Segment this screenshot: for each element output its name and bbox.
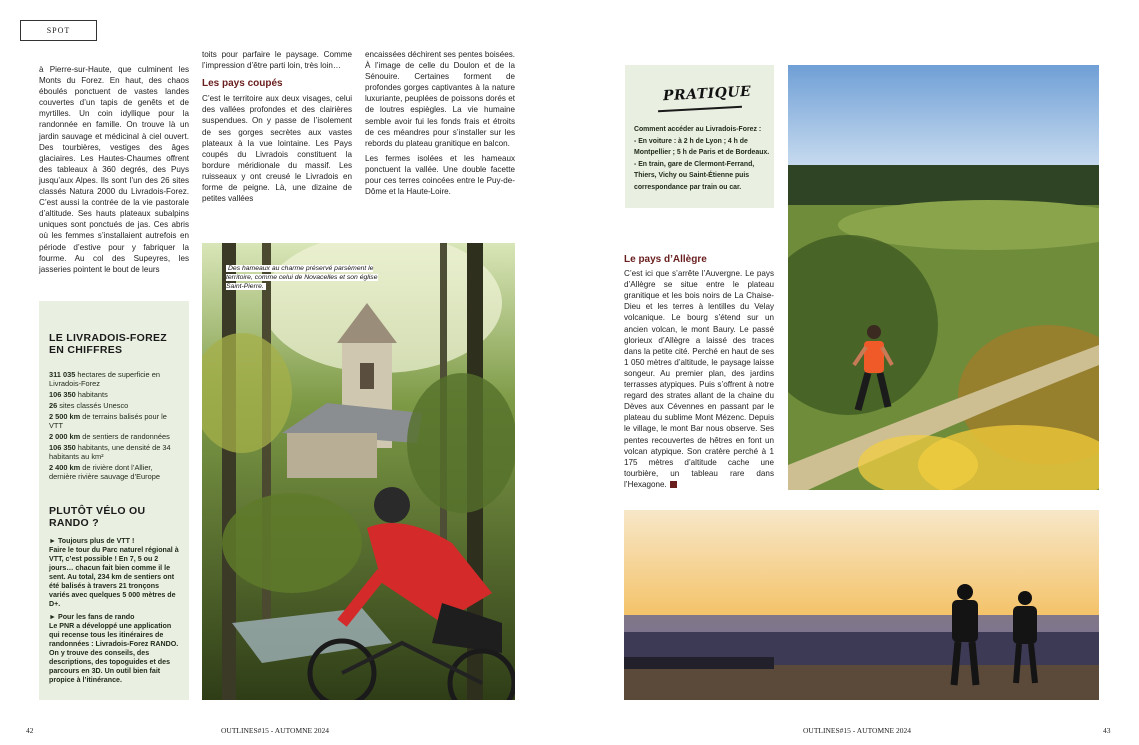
pays-coupes-heading: Les pays coupés [202,78,283,90]
allegre-section [624,250,774,490]
tip-vtt: ► Toujours plus de VTT ! Faire le tour du Parc naturel régional à VTT, c’est possible ! En 7, 5 ou 2 jours… chacun fait bien comme il le sent. Au total, 234 km de sentiers ont été balisés à travers 21 tronçons variés avec quelques 5 000 mètres de D+. [49,537,179,608]
pratique-train: - En train, gare de Clermont-Ferrand, Thiers, Vichy ou Saint-Étienne puis correspondance par train ou car. [634,160,755,191]
allegre-body: C’est ici que s’arrête l’Auvergne. Le pays d’Allègre se situe entre le plateau granitique et les bois noirs de La Chaise-Dieu et les terres à lentilles du Velay volcanique. Le bourg s’étend sur un ancien volcan, le mont Baury. Le passé glorieux d’Allègre a laissé des traces dans la petite cité. Perché en haut de ses 1 050 mètres d’altitude, le paysage laisse songeur. Au premier plan, des jardins terrasses atypiques. Puis s’offrent à notre regard des strates allant de la chaine du Dèves aux Cévennes en passant par le plateau du sublime Mont Mézenc. Depuis le village, le mont Bar nous observe. Ses pentes recouvertes de hêtres en font un volcan atypique. Son cratère perché à 1 175 mètres d’altitude cache une tourbière, un tableau rare dans l’Hexagone. [624,269,774,489]
article-column-1 [39,64,189,275]
stat-item: 2 500 km de terrains balisés pour le VTT [49,412,167,430]
stat-item: 106 350 habitants, une densité de 34 habitants au km² [49,443,171,461]
velo-title: PLUTÔT VÉLO OU RANDO ? [49,505,146,529]
column3-paragraph-1: encaissées déchirent ses pentes boisées. À l’image de celle du Doulon et de la Sénouire. Certaines forment de profondes gorges captivantes à la nature luxuriante, peuplées de poissons dorés et de loutres espiègles. La vie humaine semble avoir fui les fonds frais et étroits de ces méandres pour s’installer sur les rebords du plateau granitique en balcon. [365,50,515,148]
sunset-hikers-photo [624,510,1099,700]
runner-photo [788,65,1099,490]
stat-item: 106 350 habitants [49,390,108,399]
page-number-right: 43 [1103,726,1111,735]
column2-intro: toits pour parfaire le paysage. Comme l’impression d’être parti loin, très loin… [202,50,352,71]
allegre-heading: Le pays d’Allègre [624,254,707,265]
pratique-text [634,124,770,193]
tip-rando: ► Pour les fans de rando Le PNR a développé une application qui recense tous les itinéraires de randonnées : Livradois-Forez RANDO. On y trouve des conseils, des descriptions, des topoguides et des parcours en 3D. Un outil bien fait propice à l’itinérance. [49,613,179,684]
velo-tips [49,537,180,685]
column1-text: à Pierre-sur-Haute, que culminent les Monts du Forez. En haut, des chaos éboulés ponctuent de vastes landes couvertes d’un tapis de genêts et de myrtilles. Un coin idyllique pour la randonnée en famille. On trouve là un jardin sauvage et médicinal à ciel ouvert. Des tourbières, vestiges des âges glaciaires. Les Hautes-Chaumes offrent des tableaux à 360 degrés, des Puys jusqu’aux Alpes. Ils sont l’un des 26 sites classés Natura 2000 du Livradois-Forez. C’est aussi la contrée de la vie pastorale d’altitude. Ses hauts plateaux subalpins uniques sont ponctués de jas. Ces abris où les femmes s’installaient autrefois en période d’estive pour y fabriquer la fourme. Au col des Supeyres, les jasseries pointent le bout de leurs [39,65,189,274]
article-column-2 [202,49,352,204]
page-number-left: 42 [26,726,34,735]
stat-item: 2 000 km de sentiers de randonnées [49,432,170,441]
photo-caption: Des hameaux au charme préservé parsèment le territoire, comme celui de Novacelles et son église Saint-Pierre. [226,265,378,290]
issue-label-right: OUTLINES#15 - AUTOMNE 2024 [803,726,911,735]
stat-item: 26 sites classés Unesco [49,401,129,410]
end-of-article-mark [670,481,677,488]
section-tag: SPOT [20,20,97,41]
stat-item: 311 035 hectares de superficie en Livradois-Forez [49,370,160,388]
column2-body: C’est le territoire aux deux visages, celui des vallées profondes et des clairières suspendues. On y passe de l’isolement de ses gorges secrètes aux vastes plateaux à la vue lointaine. Les Pays coupés du Livradois constituent la bordure méridionale du massif. Les ruisseaux y ont creusé le Livradois en forme de peigne. Là, une dizaine de petites vallées [202,94,352,204]
chiffres-title: LE LIVRADOIS-FOREZ EN CHIFFRES [49,332,167,356]
pratique-underline [658,106,742,112]
issue-label-left: OUTLINES#15 - AUTOMNE 2024 [221,726,329,735]
article-column-3 [365,49,515,197]
chiffres-list [49,370,180,481]
pratique-title: PRATIQUE [662,83,752,105]
facts-sidebar [39,301,189,700]
forest-cyclist-photo [202,243,515,700]
stat-item: 2 400 km de rivière dont l’Allier, dernière rivière sauvage d’Europe [49,463,160,481]
pratique-car: - En voiture : à 2 h de Lyon ; 4 h de Montpellier ; 5 h de Paris et de Bordeaux. [634,137,770,156]
pratique-heading: Comment accéder au Livradois-Forez : [634,126,762,133]
pratique-box [625,65,774,208]
column3-paragraph-2: Les fermes isolées et les hameaux ponctuent la vallée. Une double facette pour ces terres coincées entre le Puy-de-Dôme et la Haute-Loire. [365,153,515,197]
